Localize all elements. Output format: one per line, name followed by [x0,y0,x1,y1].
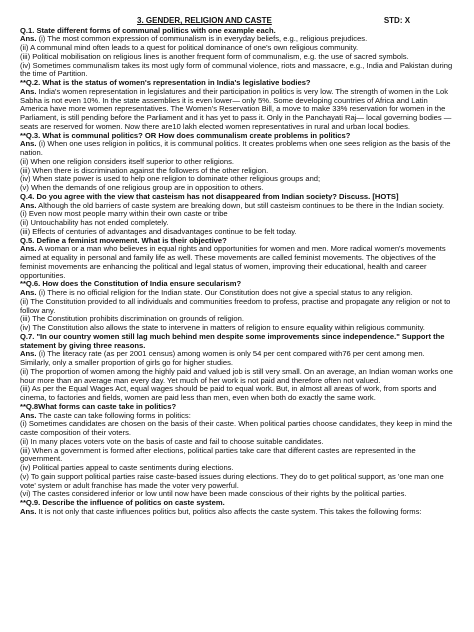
answer-text: (i) The most common expression of communalism is in everyday beliefs, e.g., religious prejudices. [36,34,368,44]
answer-text: It is not only that caste influences politics but, politics also affects the caste system. This takes the following forms: [36,506,422,516]
answer-point: (ii) In many places voters vote on the basis of caste and fail to choose suitable candidates. [20,436,324,446]
question-heading: Q.4. Do you agree with the view that casteism has not disappeared from Indian society? Discuss. [HOTS] [20,191,399,201]
answer-label: Ans. [20,288,37,297]
answer-point: (v) To gain support political parties raise caste-based issues during elections. They do to get political support, as 'one man one vote' system or adult franchise has made the voter very powerful. [20,471,444,490]
answer-paragraph [20,88,454,132]
question-heading: **Q.2. What is the status of women's representation in India's legislative bodies? [20,78,311,87]
answer-text: (i) There is no official religion for the Indian state. Our Constitution does not give a special status to any religion. [36,288,413,297]
answer-label: Ans. [20,34,37,44]
answer-text: (i) The literacy rate (as per 2001 census) among women is only 54 per cent compared with76 per cent among men. Similarly, only a smaller proportion of girls go for higher studies. [20,349,425,367]
question-heading: **Q.9. Describe the influence of politics on caste system. [20,498,225,507]
answer-point: (iii) Political mobilisation on religious lines is another frequent form of communalism, e.g. the use of sacred symbols. [20,51,409,61]
question-heading: **Q.3. What is communal politics? OR How does communalism create problems in politics? [20,130,351,140]
answer-point: (ii) The proportion of women among the highly paid and valued job is still very small. On an average, an Indian woman works one hour more than an average man every day. Yet much of her work is not paid and therefore often not valued. [20,366,453,385]
answer-paragraph [20,350,454,368]
answer-point: (iii) Effects of centuries of advantages and disadvantages continue to be felt today. [20,226,297,236]
answer-point: (ii) The Constitution provided to all individuals and communities freedom to profess, practise and propagate any religion or not to follow any. [20,296,451,315]
answer-paragraph [20,508,454,517]
question-heading: Q.5. Define a feminist movement. What is their objective? [20,235,227,245]
answer-label: Ans. [20,410,37,420]
answer-point: (i) Even now most people marry within their own caste or tribe [20,209,228,219]
answer-point: (iii) The Constitution prohibits discrimination on grounds of religion. [20,314,244,324]
answer-point: (iv) Sometimes communalism takes its most ugly form of communal violence, riots and massacre, e.g., India and Pakistan during the time of Partition. [20,60,453,79]
answer-point: (ii) A communal mind often leads to a quest for political dominance of one's own religious community. [20,43,359,52]
chapter-title: 3. GENDER, RELIGION AND CASTE [137,16,272,25]
answer-text: Although the old barriers of caste system are breaking down, but still casteism continues to be there in the Indian society. [36,200,445,210]
answer-point: (ii) Untouchability has not ended completely. [20,218,169,227]
answer-label: Ans. [20,139,37,149]
answer-point: (iv) Political parties appeal to caste sentiments during elections. [20,463,234,472]
document-body [20,27,454,517]
question-heading: Q.1. State different forms of communal politics with one example each. [20,25,276,35]
answer-point: (ii) When one religion considers itself superior to other religions. [20,156,234,166]
answer-point: (i) Sometimes candidates are chosen on the basis of their caste. When political parties choose candidates, they keep in mind the caste composition of their voters. [20,419,453,437]
answer-point: (iii) As per the Equal Wages Act, equal wages should be paid to equal work. But, in almost all areas of work, from sports and cinema, to factories and fields, women are paid less than men, even when both do exactly the same work. [20,384,437,402]
answer-label: Ans. [20,244,37,254]
answer-label: Ans. [20,506,37,516]
answer-paragraph [20,245,454,280]
answer-point: (vi) The castes considered inferior or low until now have been made conscious of their rights by the political parties. [20,489,407,499]
answer-label: Ans. [20,86,37,96]
answer-text: India's women representation in legislatures and their participation in politics is very low. The strength of women in the Lok Sabha is not even 10%. In the state assemblies it is even lower— only 5%. Some developing countries of Africa and Latin America have more women representatives. The Women's Reservation Bill, a move to make 33% reservation for women in the Parliament, is still pending before the Parliament and it has yet to pass it. Only in the Panchayati Raj— local governing bodies — seats are reserved for women. Now there are10 lakh elected women representatives in rural and urban local bodies. [20,86,452,131]
document-header [20,16,454,26]
answer-point: (iv) When state power is used to help one religion to dominate other religious groups and; [20,174,321,184]
question-heading: **Q.6. How does the Constitution of India ensure secularism? [20,279,242,289]
answer-point: (iii) When a government is formed after elections, political parties take care that different castes are represented in the government. [20,445,416,464]
question-heading: Q.7. "In our country women still lag much behind men despite some improvements since independence." Support the statement by giving three reasons. [20,331,445,350]
answer-paragraph [20,140,454,158]
answer-text: The caste can take following forms in politics: [36,410,191,420]
question-heading: **Q.8What forms can caste take in politics? [20,401,177,411]
standard-label: STD: X [383,16,411,25]
answer-label: Ans. [20,200,37,210]
answer-text: (i) When one uses religion in politics, it is communal politics. It creates problems when one sees religion as the basis of the nation. [20,139,451,157]
answer-point: (v) When the demands of one religious group are in opposition to others. [20,183,264,192]
answer-point: (iv) The Constitution also allows the state to intervene in matters of religion to ensure equality within religious community. [20,323,425,332]
answer-text: A woman or a man who believes in equal rights and opportunities for women and men. More radical women's movements aimed at equality in personal and family life as well. These movements are called feminist movements. The objectives of the feminist movements are enhancing the political and legal status of women, improving their educational, health and career opportunities. [20,244,446,280]
answer-label: Ans. [20,349,37,359]
answer-point: (iii) When there is discrimination against the followers of the other religion. [20,165,269,175]
